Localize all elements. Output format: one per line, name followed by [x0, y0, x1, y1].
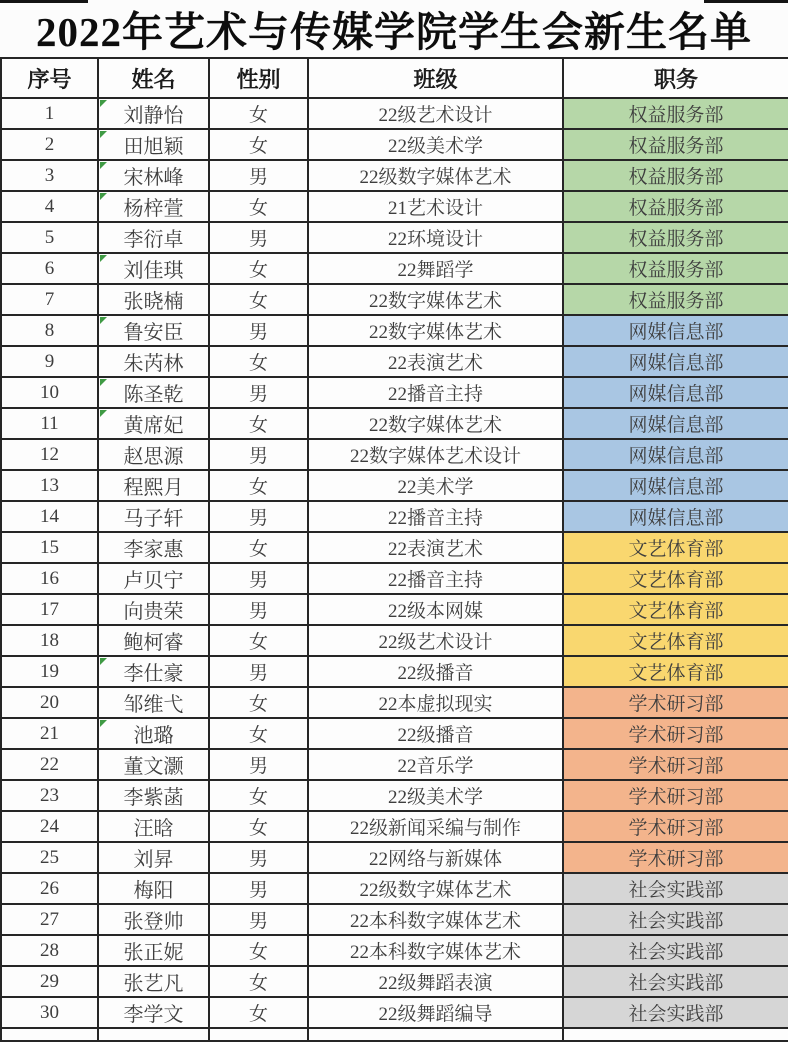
- cell-name-text: 田旭颖: [123, 136, 184, 158]
- cell-name: [98, 346, 209, 377]
- cell-no: 25: [1, 842, 98, 873]
- cell-class: 22本虚拟现实: [308, 687, 563, 718]
- cell-name-text: 董文灏: [123, 756, 184, 778]
- cell-gender: 女: [209, 935, 308, 966]
- cell-gender: 男: [209, 873, 308, 904]
- cell-dept: 权益服务部: [563, 160, 788, 191]
- cell-class: 22播音主持: [308, 563, 563, 594]
- cell-name: [98, 718, 209, 749]
- cell-no: 15: [1, 532, 98, 563]
- header-dept: 职务: [563, 58, 788, 98]
- cell-gender: 女: [209, 346, 308, 377]
- green-triangle-icon: [100, 100, 107, 107]
- cell-dept: 网媒信息部: [563, 408, 788, 439]
- cell-name-text: 邹维弋: [123, 694, 184, 716]
- cell-dept: 社会实践部: [563, 935, 788, 966]
- cell-gender: 男: [209, 904, 308, 935]
- cell-name: [98, 284, 209, 315]
- cell-name-text: 赵思源: [123, 446, 184, 468]
- cell-no: 26: [1, 873, 98, 904]
- cell-no: 13: [1, 470, 98, 501]
- cell-no: 22: [1, 749, 98, 780]
- cell-no: 8: [1, 315, 98, 346]
- cell-gender: 女: [209, 470, 308, 501]
- cell-name-text: 李家惠: [123, 539, 184, 561]
- cell-class: 22本科数字媒体艺术: [308, 904, 563, 935]
- header-name: 姓名: [98, 58, 209, 98]
- cell-dept: 学术研习部: [563, 687, 788, 718]
- table-row: [1, 718, 788, 749]
- cell-name: [98, 222, 209, 253]
- cell-no: 21: [1, 718, 98, 749]
- green-triangle-icon: [100, 162, 107, 169]
- cell-gender: 女: [209, 966, 308, 997]
- cell-class: 22级艺术设计: [308, 625, 563, 656]
- cell-gender: [209, 1028, 308, 1041]
- cell-class: 21艺术设计: [308, 191, 563, 222]
- cell-name-text: 向贵荣: [123, 601, 184, 623]
- cell-no: 12: [1, 439, 98, 470]
- cell-class: 22级本网媒: [308, 594, 563, 625]
- cell-name-text: 黄席妃: [123, 415, 184, 437]
- cell-class: 22美术学: [308, 470, 563, 501]
- cell-gender: 男: [209, 656, 308, 687]
- table-row: [1, 625, 788, 656]
- cell-no: 16: [1, 563, 98, 594]
- cell-dept: 网媒信息部: [563, 315, 788, 346]
- top-crop-line-left: [0, 0, 88, 3]
- cell-class: 22网络与新媒体: [308, 842, 563, 873]
- cell-name-text: 刘昇: [133, 849, 174, 871]
- cell-gender: 女: [209, 780, 308, 811]
- table-row: [1, 966, 788, 997]
- table-row: [1, 935, 788, 966]
- table-row: [1, 780, 788, 811]
- cell-dept: 网媒信息部: [563, 470, 788, 501]
- cell-gender: 男: [209, 439, 308, 470]
- cell-gender: 男: [209, 315, 308, 346]
- cell-dept: 学术研习部: [563, 842, 788, 873]
- cell-name: [98, 656, 209, 687]
- cell-name-text: 朱芮林: [123, 353, 184, 375]
- cell-no: 28: [1, 935, 98, 966]
- cell-class: 22级美术学: [308, 129, 563, 160]
- cell-no: [1, 1028, 98, 1041]
- header-no: 序号: [1, 58, 98, 98]
- cell-dept: 网媒信息部: [563, 439, 788, 470]
- table-row: [1, 129, 788, 160]
- cell-name-text: 鲁安臣: [123, 322, 184, 344]
- cell-dept: 社会实践部: [563, 904, 788, 935]
- cell-dept: [563, 1028, 788, 1041]
- cell-dept: 权益服务部: [563, 222, 788, 253]
- cell-name-text: 梅阳: [133, 880, 174, 902]
- cell-class: 22舞蹈学: [308, 253, 563, 284]
- cell-dept: 社会实践部: [563, 873, 788, 904]
- cell-gender: 女: [209, 98, 308, 129]
- cell-name: [98, 997, 209, 1028]
- cell-gender: 男: [209, 594, 308, 625]
- cell-name-text: 李紫菡: [123, 787, 184, 809]
- cell-name-text: 张正妮: [123, 942, 184, 964]
- table-row: [1, 408, 788, 439]
- green-triangle-icon: [100, 255, 107, 262]
- cell-no: 19: [1, 656, 98, 687]
- cell-class: 22数字媒体艺术: [308, 408, 563, 439]
- cell-name-text: 李学文: [123, 1004, 184, 1026]
- table-row: [1, 656, 788, 687]
- cell-name: [98, 749, 209, 780]
- cell-class: 22级美术学: [308, 780, 563, 811]
- cell-name: [98, 315, 209, 346]
- green-triangle-icon: [100, 193, 107, 200]
- table-row: [1, 997, 788, 1028]
- table-row: [1, 439, 788, 470]
- cell-dept: 学术研习部: [563, 811, 788, 842]
- cell-name-text: 马子轩: [123, 508, 184, 530]
- cell-class: 22数字媒体艺术: [308, 284, 563, 315]
- cell-gender: 女: [209, 625, 308, 656]
- table-row: [1, 346, 788, 377]
- table-row: [1, 904, 788, 935]
- green-triangle-icon: [100, 131, 107, 138]
- cell-name-text: 杨梓萱: [123, 198, 184, 220]
- cell-name: [98, 904, 209, 935]
- cell-name: [98, 408, 209, 439]
- green-triangle-icon: [100, 720, 107, 727]
- cell-gender: 女: [209, 997, 308, 1028]
- cell-name: [98, 687, 209, 718]
- cell-dept: 权益服务部: [563, 129, 788, 160]
- cell-dept: 网媒信息部: [563, 377, 788, 408]
- cell-no: 27: [1, 904, 98, 935]
- cell-class: 22播音主持: [308, 377, 563, 408]
- cell-no: 3: [1, 160, 98, 191]
- cell-gender: 女: [209, 811, 308, 842]
- cell-dept: 学术研习部: [563, 780, 788, 811]
- top-crop-line-right: [704, 0, 788, 3]
- cell-no: 30: [1, 997, 98, 1028]
- cell-no: 4: [1, 191, 98, 222]
- cell-no: 18: [1, 625, 98, 656]
- cell-dept: 文艺体育部: [563, 532, 788, 563]
- table-row: [1, 315, 788, 346]
- cell-name-text: 程熙月: [123, 477, 184, 499]
- cell-no: 6: [1, 253, 98, 284]
- table-row: [1, 687, 788, 718]
- cell-gender: 男: [209, 501, 308, 532]
- header-row: [1, 58, 788, 98]
- cell-name: [98, 811, 209, 842]
- cell-class: 22表演艺术: [308, 346, 563, 377]
- cell-name: [98, 625, 209, 656]
- table-row: [1, 284, 788, 315]
- cell-name: [98, 191, 209, 222]
- cell-no: 9: [1, 346, 98, 377]
- table-row: [1, 222, 788, 253]
- cell-gender: 男: [209, 160, 308, 191]
- table-row: [1, 811, 788, 842]
- green-triangle-icon: [100, 317, 107, 324]
- green-triangle-icon: [100, 410, 107, 417]
- table-row: [1, 470, 788, 501]
- cell-name-text: 张艺凡: [123, 973, 184, 995]
- cell-name-text: 李衍卓: [123, 229, 184, 251]
- cell-class: 22级数字媒体艺术: [308, 873, 563, 904]
- cell-name-text: 张登帅: [123, 911, 184, 933]
- cell-gender: 女: [209, 718, 308, 749]
- cell-class: 22级播音: [308, 656, 563, 687]
- table-row: [1, 501, 788, 532]
- table-row: [1, 842, 788, 873]
- table-row: [1, 160, 788, 191]
- cell-class: 22本科数字媒体艺术: [308, 935, 563, 966]
- cell-name-text: 刘静怡: [123, 105, 184, 127]
- table-row: [1, 191, 788, 222]
- cell-class: 22级舞蹈编导: [308, 997, 563, 1028]
- green-triangle-icon: [100, 379, 107, 386]
- cell-name: [98, 842, 209, 873]
- cell-class: 22级新闻采编与制作: [308, 811, 563, 842]
- header-gender: 性别: [209, 58, 308, 98]
- cell-dept: 社会实践部: [563, 997, 788, 1028]
- table-row: [1, 98, 788, 129]
- cell-no: 5: [1, 222, 98, 253]
- cell-name: [98, 532, 209, 563]
- cell-dept: 社会实践部: [563, 966, 788, 997]
- cell-gender: 女: [209, 253, 308, 284]
- cell-class: 22播音主持: [308, 501, 563, 532]
- cell-gender: 女: [209, 408, 308, 439]
- cell-name: [98, 966, 209, 997]
- cell-no: 11: [1, 408, 98, 439]
- cell-class: 22表演艺术: [308, 532, 563, 563]
- cell-name: [98, 98, 209, 129]
- cell-no: 24: [1, 811, 98, 842]
- table-row: [1, 532, 788, 563]
- cell-class: 22数字媒体艺术: [308, 315, 563, 346]
- cell-name: [98, 253, 209, 284]
- table-row: [1, 253, 788, 284]
- cell-name-text: 汪晗: [133, 818, 174, 840]
- cell-gender: 男: [209, 222, 308, 253]
- cell-dept: 文艺体育部: [563, 594, 788, 625]
- cell-gender: 女: [209, 284, 308, 315]
- cell-class: [308, 1028, 563, 1041]
- cell-dept: 权益服务部: [563, 98, 788, 129]
- cell-dept: 网媒信息部: [563, 501, 788, 532]
- cell-name: [98, 563, 209, 594]
- cell-name: [98, 501, 209, 532]
- cell-dept: 权益服务部: [563, 191, 788, 222]
- cell-gender: 女: [209, 129, 308, 160]
- roster-table: [0, 57, 788, 1042]
- cell-name-text: 陈圣乾: [123, 384, 184, 406]
- cell-name-text: 卢贝宁: [123, 570, 184, 592]
- table-row: [1, 749, 788, 780]
- cell-gender: 男: [209, 749, 308, 780]
- cell-name: [98, 594, 209, 625]
- cell-dept: 权益服务部: [563, 284, 788, 315]
- table-row: [1, 563, 788, 594]
- cell-dept: 网媒信息部: [563, 346, 788, 377]
- table-row: [1, 377, 788, 408]
- cell-no: 2: [1, 129, 98, 160]
- cell-class: 22级数字媒体艺术: [308, 160, 563, 191]
- cell-class: 22级播音: [308, 718, 563, 749]
- cell-gender: 女: [209, 687, 308, 718]
- cell-name: [98, 439, 209, 470]
- cell-class: 22环境设计: [308, 222, 563, 253]
- cell-class: 22级艺术设计: [308, 98, 563, 129]
- cell-name-text: 李仕豪: [123, 663, 184, 685]
- cell-dept: 文艺体育部: [563, 656, 788, 687]
- cell-name: [98, 935, 209, 966]
- cell-no: 1: [1, 98, 98, 129]
- cell-gender: 男: [209, 563, 308, 594]
- green-triangle-icon: [100, 658, 107, 665]
- cell-no: 10: [1, 377, 98, 408]
- cell-name: [98, 873, 209, 904]
- cell-name: [98, 470, 209, 501]
- cell-class: 22数字媒体艺术设计: [308, 439, 563, 470]
- cell-dept: 权益服务部: [563, 253, 788, 284]
- cell-name-text: 刘佳琪: [123, 260, 184, 282]
- partial-row: [1, 1028, 788, 1041]
- cell-class: 22级舞蹈表演: [308, 966, 563, 997]
- cell-gender: 女: [209, 191, 308, 222]
- page-title: 2022年艺术与传媒学院学生会新生名单: [36, 9, 752, 55]
- cell-name-text: 池璐: [133, 725, 174, 747]
- cell-dept: 学术研习部: [563, 749, 788, 780]
- cell-dept: 学术研习部: [563, 718, 788, 749]
- cell-name: [98, 129, 209, 160]
- table-row: [1, 594, 788, 625]
- cell-dept: 文艺体育部: [563, 625, 788, 656]
- cell-no: 14: [1, 501, 98, 532]
- cell-name-text: 宋林峰: [123, 167, 184, 189]
- table-body: [1, 98, 788, 1041]
- cell-name: [98, 160, 209, 191]
- cell-name-text: 鲍柯睿: [123, 632, 184, 654]
- cell-no: 23: [1, 780, 98, 811]
- cell-name: [98, 377, 209, 408]
- cell-dept: 文艺体育部: [563, 563, 788, 594]
- cell-no: 20: [1, 687, 98, 718]
- header-class: 班级: [308, 58, 563, 98]
- cell-class: 22音乐学: [308, 749, 563, 780]
- table-row: [1, 873, 788, 904]
- cell-name-text: 张晓楠: [123, 291, 184, 313]
- cell-gender: 男: [209, 377, 308, 408]
- cell-no: 17: [1, 594, 98, 625]
- cell-no: 7: [1, 284, 98, 315]
- cell-gender: 男: [209, 842, 308, 873]
- cell-no: 29: [1, 966, 98, 997]
- cell-name: [98, 1028, 209, 1041]
- cell-name: [98, 780, 209, 811]
- cell-gender: 女: [209, 532, 308, 563]
